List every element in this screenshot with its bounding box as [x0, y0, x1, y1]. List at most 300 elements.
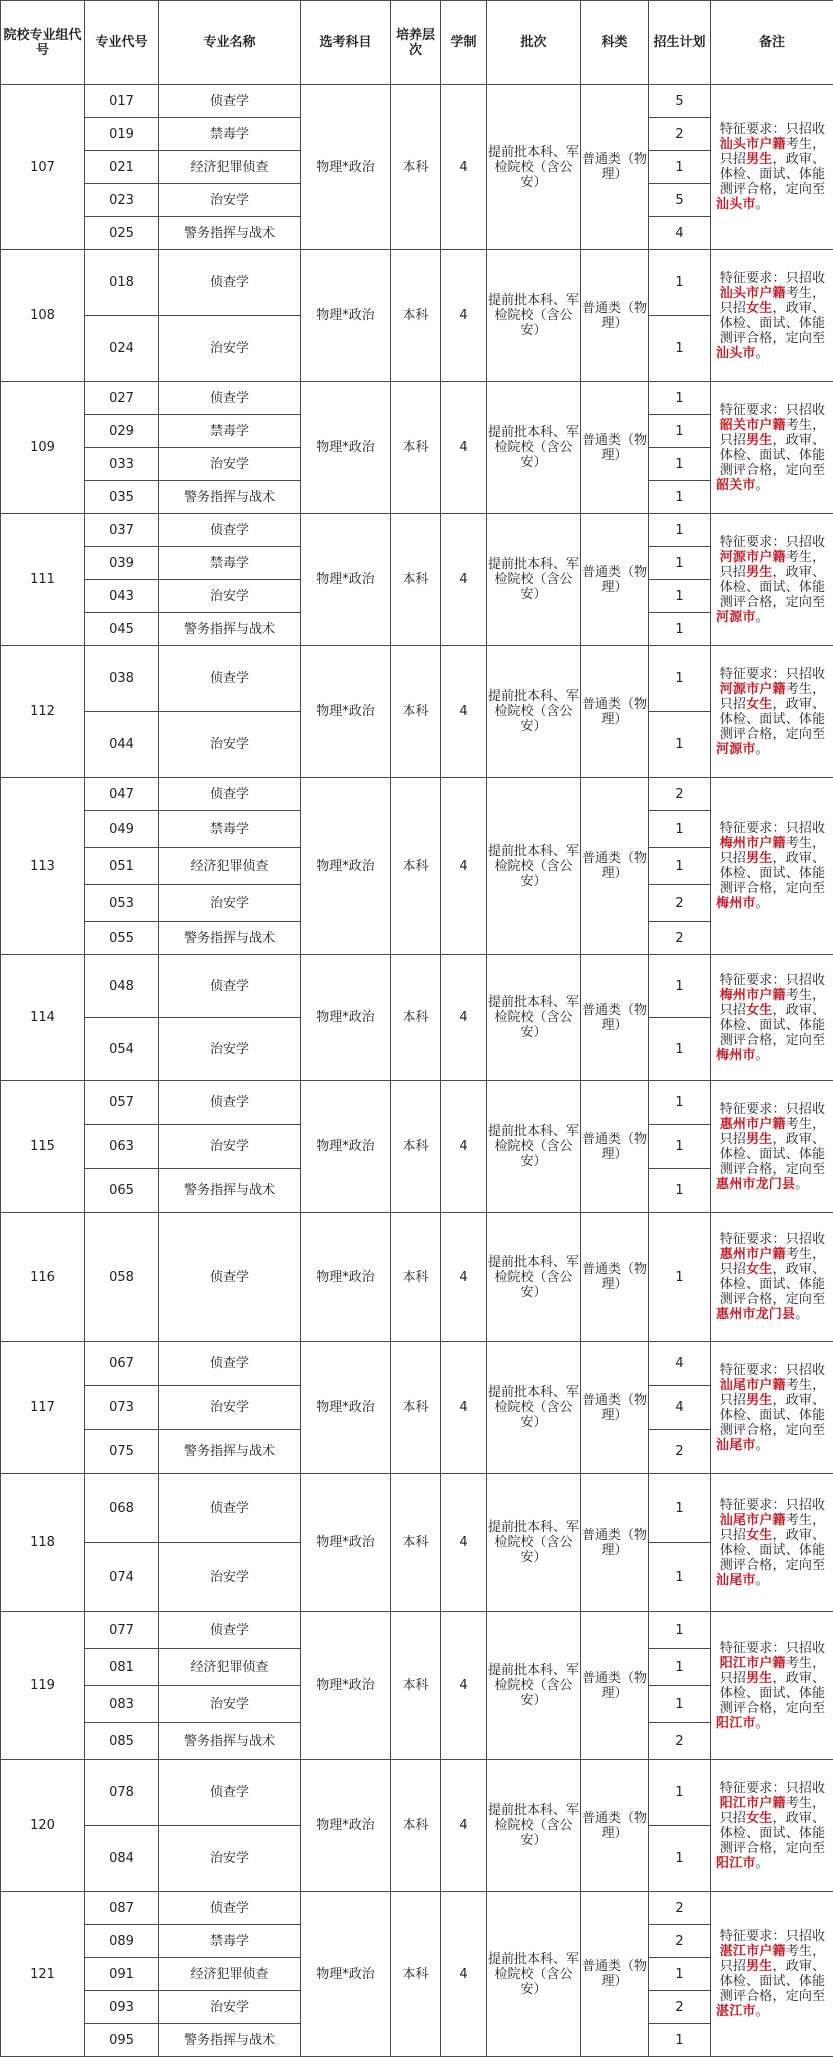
- years-cell: 4: [441, 1342, 487, 1474]
- major-name-cell: 治安学: [159, 1018, 301, 1081]
- plan-cell: 1: [649, 646, 711, 712]
- major-code-cell: 074: [85, 1543, 159, 1612]
- remark-text: 考生，只招: [720, 1247, 826, 1277]
- major-code-cell: 025: [85, 217, 159, 250]
- years-cell: 4: [441, 1892, 487, 2057]
- table-row: [1, 1892, 833, 1925]
- category-cell: 普通类（物理）: [581, 1342, 649, 1474]
- category-cell: 普通类（物理）: [581, 1213, 649, 1342]
- group-code-cell: 111: [1, 514, 85, 646]
- remark-text: 。: [756, 197, 769, 212]
- batch-cell: 提前批本科、军检院校（含公安）: [487, 778, 581, 955]
- remark-cell: [711, 1612, 833, 1760]
- remark-text: ，政审、体检、面试、体能测评合格，定向至: [720, 152, 826, 197]
- plan-cell: 1: [649, 2024, 711, 2057]
- major-code-cell: 049: [85, 811, 159, 848]
- table-row: [1, 1342, 833, 1386]
- subjects-cell: 物理*政治: [301, 1892, 391, 2057]
- table-row: [1, 955, 833, 1018]
- category-cell: 普通类（物理）: [581, 250, 649, 382]
- remark-text: 。: [756, 1438, 769, 1453]
- remark-highlight: 汕头市: [716, 197, 756, 212]
- level-cell: 本科: [391, 1760, 441, 1892]
- years-cell: 4: [441, 1213, 487, 1342]
- plan-cell: 1: [649, 955, 711, 1018]
- major-name-cell: 经济犯罪侦查: [159, 848, 301, 885]
- major-code-cell: 065: [85, 1169, 159, 1213]
- plan-cell: 1: [649, 1958, 711, 1991]
- major-name-cell: 侦查学: [159, 646, 301, 712]
- remark-cell: [711, 1760, 833, 1892]
- header-row: [1, 1, 833, 85]
- plan-cell: 1: [649, 1213, 711, 1342]
- major-name-cell: 治安学: [159, 580, 301, 613]
- major-code-cell: 033: [85, 448, 159, 481]
- plan-cell: 1: [649, 1543, 711, 1612]
- batch-cell: 提前批本科、军检院校（含公安）: [487, 1081, 581, 1213]
- remark-cell: [711, 778, 833, 955]
- major-code-cell: 095: [85, 2024, 159, 2057]
- remark-highlight: 男生: [746, 851, 772, 866]
- header-category: 科类: [581, 1, 649, 85]
- remark-highlight: 男生: [746, 1671, 772, 1686]
- major-code-cell: 018: [85, 250, 159, 316]
- remark-highlight: 梅州市户籍: [720, 988, 786, 1003]
- group-code-cell: 109: [1, 382, 85, 514]
- batch-cell: 提前批本科、军检院校（含公安）: [487, 514, 581, 646]
- remark-cell: [711, 1474, 833, 1612]
- major-code-cell: 085: [85, 1723, 159, 1760]
- years-cell: 4: [441, 1612, 487, 1760]
- major-code-cell: 058: [85, 1213, 159, 1342]
- subjects-cell: 物理*政治: [301, 1342, 391, 1474]
- remark-text: 考生，只招: [720, 1944, 826, 1974]
- remark-text: 特征要求：只招收: [720, 1363, 826, 1378]
- remark-highlight: 梅州市户籍: [720, 836, 786, 851]
- remark-text: ，政审、体检、面试、体能测评合格，定向至: [720, 1671, 826, 1716]
- major-name-cell: 治安学: [159, 448, 301, 481]
- remark-highlight: 女生: [746, 1003, 772, 1018]
- major-name-cell: 治安学: [159, 316, 301, 382]
- major-name-cell: 侦查学: [159, 1892, 301, 1925]
- major-code-cell: 035: [85, 481, 159, 514]
- batch-cell: 提前批本科、军检院校（含公安）: [487, 1612, 581, 1760]
- subjects-cell: 物理*政治: [301, 250, 391, 382]
- group-code-cell: 119: [1, 1612, 85, 1760]
- remark-text: ，政审、体检、面试、体能测评合格，定向至: [720, 697, 826, 742]
- remark-text: 特征要求：只招收: [720, 821, 826, 836]
- batch-cell: 提前批本科、军检院校（含公安）: [487, 955, 581, 1081]
- remark-highlight: 阳江市户籍: [720, 1656, 786, 1671]
- remark-highlight: 阳江市: [716, 1856, 756, 1871]
- remark-text: 。: [756, 742, 769, 757]
- table-row: [1, 1213, 833, 1342]
- plan-cell: 2: [649, 922, 711, 955]
- remark-text: 。: [756, 478, 769, 493]
- subjects-cell: 物理*政治: [301, 1081, 391, 1213]
- category-cell: 普通类（物理）: [581, 1081, 649, 1213]
- remark-text: 。: [756, 1573, 769, 1588]
- level-cell: 本科: [391, 1612, 441, 1760]
- remark-text: 特征要求：只招收: [720, 1929, 826, 1944]
- remark-text: 特征要求：只招收: [720, 403, 826, 418]
- remark-highlight: 阳江市户籍: [720, 1796, 786, 1811]
- remark-text: ，政审、体检、面试、体能测评合格，定向至: [720, 1003, 826, 1048]
- major-code-cell: 043: [85, 580, 159, 613]
- remark-text: 考生，只招: [720, 1796, 826, 1826]
- plan-cell: 2: [649, 1925, 711, 1958]
- remark-text: 特征要求：只招收: [720, 1102, 826, 1117]
- table-row: [1, 382, 833, 415]
- plan-cell: 2: [649, 1892, 711, 1925]
- major-code-cell: 089: [85, 1925, 159, 1958]
- plan-cell: 2: [649, 778, 711, 811]
- major-code-cell: 075: [85, 1430, 159, 1474]
- major-name-cell: 禁毒学: [159, 1925, 301, 1958]
- header-level: 培养层次: [391, 1, 441, 85]
- remark-cell: [711, 85, 833, 250]
- plan-cell: 4: [649, 1386, 711, 1430]
- remark-text: ，政审、体检、面试、体能测评合格，定向至: [720, 301, 826, 346]
- major-name-cell: 治安学: [159, 1991, 301, 2024]
- level-cell: 本科: [391, 778, 441, 955]
- major-name-cell: 警务指挥与战术: [159, 613, 301, 646]
- major-code-cell: 093: [85, 1991, 159, 2024]
- major-name-cell: 侦查学: [159, 250, 301, 316]
- plan-cell: 2: [649, 118, 711, 151]
- remark-highlight: 汕头市户籍: [720, 137, 786, 152]
- remark-highlight: 男生: [746, 565, 772, 580]
- major-name-cell: 治安学: [159, 1686, 301, 1723]
- major-code-cell: 019: [85, 118, 159, 151]
- remark-cell: [711, 382, 833, 514]
- remark-highlight: 女生: [746, 1528, 772, 1543]
- remark-highlight: 梅州市: [716, 896, 756, 911]
- batch-cell: 提前批本科、军检院校（含公安）: [487, 1342, 581, 1474]
- remark-text: 特征要求：只招收: [720, 1498, 826, 1513]
- category-cell: 普通类（物理）: [581, 382, 649, 514]
- category-cell: 普通类（物理）: [581, 955, 649, 1081]
- table-row: [1, 1081, 833, 1125]
- major-name-cell: 警务指挥与战术: [159, 1430, 301, 1474]
- major-code-cell: 024: [85, 316, 159, 382]
- level-cell: 本科: [391, 1892, 441, 2057]
- plan-cell: 4: [649, 1342, 711, 1386]
- remark-text: ，政审、体检、面试、体能测评合格，定向至: [720, 1528, 826, 1573]
- remark-text: 特征要求：只招收: [720, 122, 826, 137]
- plan-cell: 1: [649, 448, 711, 481]
- major-code-cell: 055: [85, 922, 159, 955]
- major-name-cell: 侦查学: [159, 1342, 301, 1386]
- remark-highlight: 河源市户籍: [720, 682, 786, 697]
- group-code-cell: 117: [1, 1342, 85, 1474]
- major-code-cell: 027: [85, 382, 159, 415]
- years-cell: 4: [441, 955, 487, 1081]
- remark-highlight: 湛江市户籍: [720, 1944, 786, 1959]
- major-name-cell: 警务指挥与战术: [159, 2024, 301, 2057]
- major-code-cell: 021: [85, 151, 159, 184]
- remark-highlight: 惠州市户籍: [720, 1247, 786, 1262]
- major-code-cell: 039: [85, 547, 159, 580]
- major-name-cell: 禁毒学: [159, 415, 301, 448]
- years-cell: 4: [441, 646, 487, 778]
- remark-text: 考生，只招: [720, 836, 826, 866]
- remark-text: 考生，只招: [720, 418, 826, 448]
- subjects-cell: 物理*政治: [301, 85, 391, 250]
- remark-highlight: 惠州市龙门县: [716, 1307, 795, 1322]
- header-batch: 批次: [487, 1, 581, 85]
- major-name-cell: 侦查学: [159, 1760, 301, 1826]
- major-name-cell: 警务指挥与战术: [159, 217, 301, 250]
- remark-cell: [711, 646, 833, 778]
- plan-cell: 1: [649, 848, 711, 885]
- level-cell: 本科: [391, 85, 441, 250]
- remark-highlight: 男生: [746, 1132, 772, 1147]
- plan-cell: 2: [649, 1430, 711, 1474]
- remark-text: 。: [756, 1716, 769, 1731]
- plan-cell: 1: [649, 1474, 711, 1543]
- remark-highlight: 男生: [746, 1959, 772, 1974]
- major-code-cell: 073: [85, 1386, 159, 1430]
- major-code-cell: 063: [85, 1125, 159, 1169]
- major-code-cell: 051: [85, 848, 159, 885]
- header-years: 学制: [441, 1, 487, 85]
- remark-text: 考生，只招: [720, 286, 826, 316]
- remark-highlight: 河源市户籍: [720, 550, 786, 565]
- major-code-cell: 045: [85, 613, 159, 646]
- major-code-cell: 044: [85, 712, 159, 778]
- major-name-cell: 禁毒学: [159, 547, 301, 580]
- group-code-cell: 113: [1, 778, 85, 955]
- plan-cell: 1: [649, 1686, 711, 1723]
- plan-cell: 1: [649, 1826, 711, 1892]
- header-subjects: 选考科目: [301, 1, 391, 85]
- remark-cell: [711, 955, 833, 1081]
- remark-text: ，政审、体检、面试、体能测评合格，定向至: [720, 1132, 826, 1177]
- remark-text: 。: [756, 1856, 769, 1871]
- subjects-cell: 物理*政治: [301, 646, 391, 778]
- plan-cell: 1: [649, 1760, 711, 1826]
- header-remark: 备注: [711, 1, 833, 85]
- remark-text: 。: [756, 2004, 769, 2019]
- table-row: [1, 85, 833, 118]
- table-row: [1, 514, 833, 547]
- major-code-cell: 047: [85, 778, 159, 811]
- remark-highlight: 汕尾市户籍: [720, 1378, 786, 1393]
- level-cell: 本科: [391, 382, 441, 514]
- plan-cell: 1: [649, 580, 711, 613]
- major-code-cell: 077: [85, 1612, 159, 1649]
- header-plan: 招生计划: [649, 1, 711, 85]
- major-name-cell: 侦查学: [159, 955, 301, 1018]
- group-code-cell: 116: [1, 1213, 85, 1342]
- plan-cell: 1: [649, 547, 711, 580]
- plan-cell: 1: [649, 1018, 711, 1081]
- major-name-cell: 警务指挥与战术: [159, 1723, 301, 1760]
- plan-cell: 1: [649, 811, 711, 848]
- years-cell: 4: [441, 1474, 487, 1612]
- years-cell: 4: [441, 1760, 487, 1892]
- category-cell: 普通类（物理）: [581, 1892, 649, 2057]
- remark-highlight: 女生: [746, 697, 772, 712]
- major-name-cell: 侦查学: [159, 1081, 301, 1125]
- batch-cell: 提前批本科、军检院校（含公安）: [487, 250, 581, 382]
- subjects-cell: 物理*政治: [301, 1760, 391, 1892]
- major-name-cell: 治安学: [159, 1543, 301, 1612]
- subjects-cell: 物理*政治: [301, 514, 391, 646]
- major-code-cell: 084: [85, 1826, 159, 1892]
- major-name-cell: 治安学: [159, 1826, 301, 1892]
- group-code-cell: 108: [1, 250, 85, 382]
- group-code-cell: 107: [1, 85, 85, 250]
- major-code-cell: 054: [85, 1018, 159, 1081]
- group-code-cell: 121: [1, 1892, 85, 2057]
- major-code-cell: 048: [85, 955, 159, 1018]
- major-code-cell: 068: [85, 1474, 159, 1543]
- plan-cell: 2: [649, 1723, 711, 1760]
- remark-text: 特征要求：只招收: [720, 535, 826, 550]
- remark-highlight: 汕头市户籍: [720, 286, 786, 301]
- table-row: [1, 250, 833, 316]
- remark-text: 特征要求：只招收: [720, 271, 826, 286]
- remark-text: 特征要求：只招收: [720, 1781, 826, 1796]
- level-cell: 本科: [391, 1342, 441, 1474]
- major-name-cell: 治安学: [159, 1125, 301, 1169]
- years-cell: 4: [441, 250, 487, 382]
- level-cell: 本科: [391, 1474, 441, 1612]
- remark-highlight: 男生: [746, 433, 772, 448]
- category-cell: 普通类（物理）: [581, 1612, 649, 1760]
- major-name-cell: 禁毒学: [159, 118, 301, 151]
- header-major-code: 专业代号: [85, 1, 159, 85]
- group-code-cell: 118: [1, 1474, 85, 1612]
- subjects-cell: 物理*政治: [301, 955, 391, 1081]
- category-cell: 普通类（物理）: [581, 85, 649, 250]
- group-code-cell: 112: [1, 646, 85, 778]
- category-cell: 普通类（物理）: [581, 646, 649, 778]
- remark-highlight: 女生: [746, 1262, 772, 1277]
- batch-cell: 提前批本科、军检院校（含公安）: [487, 1474, 581, 1612]
- major-code-cell: 087: [85, 1892, 159, 1925]
- remark-text: 特征要求：只招收: [720, 973, 826, 988]
- table-body: [1, 1, 833, 2057]
- remark-text: 考生，只招: [720, 682, 826, 712]
- remark-text: 。: [756, 610, 769, 625]
- remark-highlight: 惠州市龙门县: [716, 1177, 795, 1192]
- major-name-cell: 侦查学: [159, 1213, 301, 1342]
- category-cell: 普通类（物理）: [581, 778, 649, 955]
- remark-highlight: 梅州市: [716, 1048, 756, 1063]
- plan-cell: 2: [649, 1991, 711, 2024]
- table-row: [1, 646, 833, 712]
- remark-text: 特征要求：只招收: [720, 1232, 826, 1247]
- remark-cell: [711, 1081, 833, 1213]
- level-cell: 本科: [391, 646, 441, 778]
- remark-text: ，政审、体检、面试、体能测评合格，定向至: [720, 565, 826, 610]
- group-code-cell: 114: [1, 955, 85, 1081]
- remark-highlight: 汕尾市: [716, 1438, 756, 1453]
- years-cell: 4: [441, 85, 487, 250]
- major-name-cell: 禁毒学: [159, 811, 301, 848]
- major-name-cell: 侦查学: [159, 85, 301, 118]
- major-name-cell: 侦查学: [159, 1612, 301, 1649]
- table-row: [1, 1612, 833, 1649]
- subjects-cell: 物理*政治: [301, 1213, 391, 1342]
- category-cell: 普通类（物理）: [581, 514, 649, 646]
- level-cell: 本科: [391, 514, 441, 646]
- remark-highlight: 汕尾市: [716, 1573, 756, 1588]
- group-code-cell: 120: [1, 1760, 85, 1892]
- major-name-cell: 治安学: [159, 1386, 301, 1430]
- plan-cell: 1: [649, 1169, 711, 1213]
- remark-text: 特征要求：只招收: [720, 667, 826, 682]
- remark-highlight: 湛江市: [716, 2004, 756, 2019]
- level-cell: 本科: [391, 250, 441, 382]
- major-name-cell: 经济犯罪侦查: [159, 1958, 301, 1991]
- remark-text: 特征要求：只招收: [720, 1641, 826, 1656]
- category-cell: 普通类（物理）: [581, 1474, 649, 1612]
- remark-highlight: 河源市: [716, 610, 756, 625]
- remark-text: 考生，只招: [720, 1656, 826, 1686]
- major-name-cell: 治安学: [159, 712, 301, 778]
- major-code-cell: 037: [85, 514, 159, 547]
- remark-text: 考生，只招: [720, 1513, 826, 1543]
- plan-cell: 5: [649, 85, 711, 118]
- plan-cell: 1: [649, 1649, 711, 1686]
- group-code-cell: 115: [1, 1081, 85, 1213]
- remark-highlight: 河源市: [716, 742, 756, 757]
- remark-highlight: 男生: [746, 152, 772, 167]
- table-row: [1, 778, 833, 811]
- years-cell: 4: [441, 382, 487, 514]
- plan-cell: 2: [649, 885, 711, 922]
- plan-cell: 1: [649, 514, 711, 547]
- remark-text: 。: [795, 1177, 808, 1192]
- major-name-cell: 警务指挥与战术: [159, 1169, 301, 1213]
- remark-text: ，政审、体检、面试、体能测评合格，定向至: [720, 1811, 826, 1856]
- level-cell: 本科: [391, 1081, 441, 1213]
- plan-cell: 1: [649, 151, 711, 184]
- remark-highlight: 男生: [746, 1393, 772, 1408]
- header-group-code: 院校专业组代号: [1, 1, 85, 85]
- remark-cell: [711, 250, 833, 382]
- remark-highlight: 惠州市户籍: [720, 1117, 786, 1132]
- header-major-name: 专业名称: [159, 1, 301, 85]
- batch-cell: 提前批本科、军检院校（含公安）: [487, 382, 581, 514]
- major-name-cell: 侦查学: [159, 778, 301, 811]
- major-name-cell: 警务指挥与战术: [159, 481, 301, 514]
- subjects-cell: 物理*政治: [301, 1474, 391, 1612]
- remark-text: 考生，只招: [720, 988, 826, 1018]
- major-code-cell: 078: [85, 1760, 159, 1826]
- plan-cell: 4: [649, 217, 711, 250]
- remark-text: ，政审、体检、面试、体能测评合格，定向至: [720, 851, 826, 896]
- level-cell: 本科: [391, 955, 441, 1081]
- major-name-cell: 经济犯罪侦查: [159, 151, 301, 184]
- remark-cell: [711, 1213, 833, 1342]
- subjects-cell: 物理*政治: [301, 1612, 391, 1760]
- table-row: [1, 1474, 833, 1543]
- major-code-cell: 067: [85, 1342, 159, 1386]
- major-code-cell: 038: [85, 646, 159, 712]
- remark-text: ，政审、体检、面试、体能测评合格，定向至: [720, 1959, 826, 2004]
- plan-cell: 1: [649, 613, 711, 646]
- plan-cell: 1: [649, 1612, 711, 1649]
- remark-text: 考生，只招: [720, 1378, 826, 1408]
- batch-cell: 提前批本科、军检院校（含公安）: [487, 1760, 581, 1892]
- batch-cell: 提前批本科、军检院校（含公安）: [487, 1892, 581, 2057]
- remark-highlight: 韶关市户籍: [720, 418, 786, 433]
